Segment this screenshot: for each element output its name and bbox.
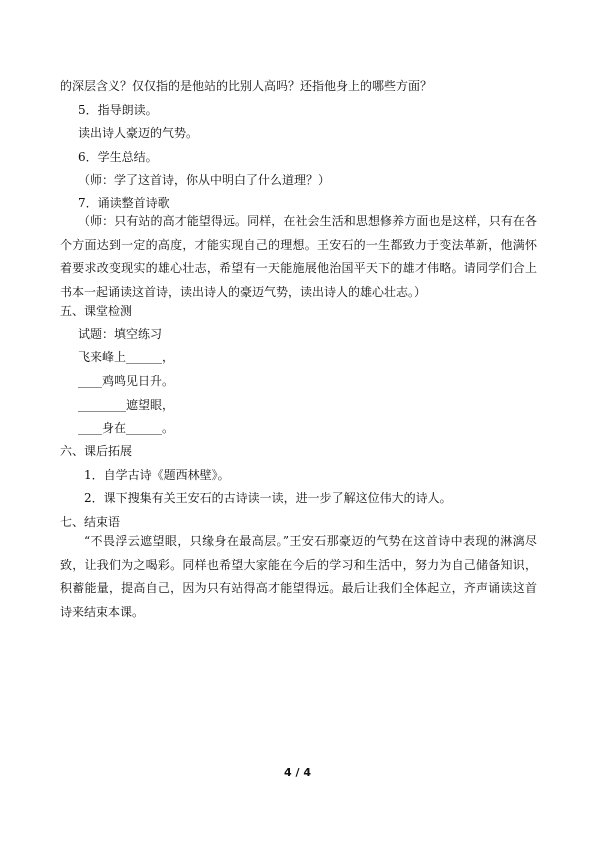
fill-blank-line-3: ________遮望眼， [78, 398, 175, 412]
step-5-text: 读出诗人豪迈的气势。 [78, 126, 199, 140]
step-6-heading: 6．学生总结。 [78, 150, 158, 164]
extension-item-1: 1．自学古诗《题西林壁》。 [84, 468, 230, 482]
section-7-heading: 七、结束语 [60, 515, 121, 529]
step-5-heading: 5．指导朗读。 [78, 103, 158, 117]
closing-paragraph: “不畏浮云遮望眼，只缘身在最高层。”王安石那豪迈的气势在这首诗中表现的淋漓尽致，让我们为之喝彩。同样也希望大家能在今后的学习和生活中，努力为自己储备知识，积蓄能量，提高自己，因为只有站得高才能望得远。最后让我们全体起立，齐声诵读这首诗来结束本课。 [60, 534, 537, 619]
section-6-heading: 六、课后拓展 [60, 444, 133, 458]
extension-item-2: 2．课下搜集有关王安石的古诗读一读，进一步了解这位伟大的诗人。 [84, 491, 452, 505]
section-5-heading: 五、课堂检测 [60, 304, 133, 318]
fill-blank-line-2: ____鸡鸣见日升。 [78, 374, 175, 388]
step-7-heading: 7．诵读整首诗歌 [78, 196, 170, 210]
fill-blank-line-1: 飞来峰上______， [78, 350, 175, 364]
teacher-question: （师：学了这首诗，你从中明白了什么道理？） [78, 173, 331, 187]
page-number: 4 / 4 [284, 766, 311, 779]
teacher-paragraph: （师：只有站的高才能望得远。同样，在社会生活和思想修养方面也是这样，只有在各个方面达到一定的高度，才能实现自己的理想。王安石的一生都致力于变法革新，他满怀着要求改变现实的雄心壮志，希望有一天能施展他治国平天下的雄才伟略。请同学们合上书本一起诵读这首诗，读出诗人的豪迈气势，读出诗人的雄心壮志。） [60, 214, 537, 299]
text-line-continuation: 的深层含义？仅仅指的是他站的比别人高吗？还指他身上的哪些方面？ [60, 79, 433, 93]
fill-blank-line-4: ____身在______。 [78, 421, 175, 435]
quiz-title: 试题：填空练习 [78, 327, 163, 341]
